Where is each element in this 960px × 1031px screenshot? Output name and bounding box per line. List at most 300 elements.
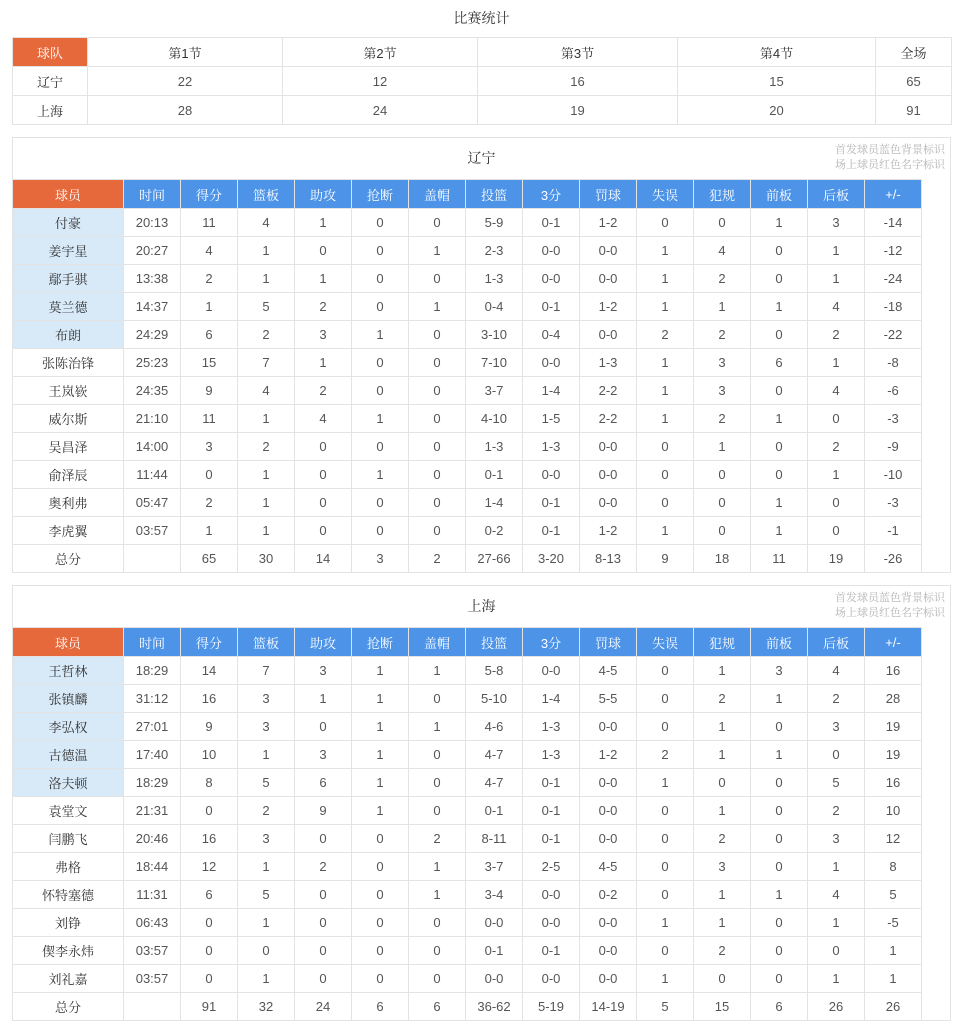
stat-cell: 1	[238, 237, 295, 265]
stat-cell: 0-1	[523, 489, 580, 517]
stat-cell: 36-62	[466, 993, 523, 1021]
stat-cell: 1	[694, 293, 751, 321]
stat-cell: 2	[409, 545, 466, 573]
stat-cell: 4	[808, 657, 865, 685]
stat-cell: 12	[865, 825, 922, 853]
stat-cell: 3	[694, 377, 751, 405]
player-row	[13, 349, 922, 377]
stat-cell: 4-7	[466, 769, 523, 797]
stat-cell: 1-4	[466, 489, 523, 517]
stat-cell: 5-10	[466, 685, 523, 713]
stat-cell: 0-0	[580, 265, 637, 293]
stat-cell: 0	[352, 489, 409, 517]
stat-cell: 0	[238, 937, 295, 965]
stat-cell: 2	[694, 405, 751, 433]
stat-cell: 0	[637, 461, 694, 489]
stat-cell: 0-0	[580, 489, 637, 517]
stat-cell: 0-1	[523, 937, 580, 965]
stat-cell: 14:37	[124, 293, 181, 321]
team-section-shanghai	[12, 585, 951, 1021]
stat-cell: 0-0	[523, 265, 580, 293]
player-name-cell: 闫鹏飞	[13, 825, 124, 853]
stat-cell: 3	[694, 349, 751, 377]
stat-cell: 16	[865, 769, 922, 797]
quarters-row-liaoning	[13, 67, 952, 96]
team-title: 辽宁	[467, 150, 496, 166]
stat-cell: 9	[295, 797, 352, 825]
stat-cell: 0-0	[580, 321, 637, 349]
stat-cell: -9	[865, 433, 922, 461]
stat-cell: 4-10	[466, 405, 523, 433]
stat-cell: 0	[409, 433, 466, 461]
stat-cell: 1	[808, 909, 865, 937]
player-row	[13, 657, 922, 685]
stat-cell: 0-4	[523, 321, 580, 349]
stat-cell: 15	[694, 993, 751, 1021]
stat-column-header: 前板	[751, 628, 808, 657]
stat-cell: 0-0	[523, 881, 580, 909]
player-name-cell: 吴昌泽	[13, 433, 124, 461]
page-title: 比赛统计	[453, 10, 510, 26]
stat-cell: 0-1	[466, 461, 523, 489]
team-name-cell: 上海	[13, 96, 88, 125]
stat-cell: 1	[637, 293, 694, 321]
starter-legend	[835, 143, 945, 173]
stat-cell: 27:01	[124, 713, 181, 741]
stat-cell: 1	[352, 741, 409, 769]
stat-cell: -6	[865, 377, 922, 405]
stat-cell: 20:13	[124, 209, 181, 237]
player-name-cell: 姜宇星	[13, 237, 124, 265]
player-row	[13, 321, 922, 349]
team-section-liaoning	[12, 137, 951, 573]
stat-cell: 0	[295, 461, 352, 489]
stat-cell: 0	[637, 937, 694, 965]
stat-cell: 24	[295, 993, 352, 1021]
score-cell: 19	[478, 96, 678, 125]
stat-cell: 1	[694, 713, 751, 741]
starter-legend	[835, 591, 945, 621]
player-row	[13, 881, 922, 909]
stat-cell: 5-8	[466, 657, 523, 685]
stat-cell: 0	[751, 825, 808, 853]
player-name-cell: 威尔斯	[13, 405, 124, 433]
player-row	[13, 797, 922, 825]
stat-cell: 2	[181, 489, 238, 517]
stat-cell: 1	[637, 517, 694, 545]
stat-cell	[124, 545, 181, 573]
stat-cell: 2	[637, 321, 694, 349]
stat-cell: 18:29	[124, 769, 181, 797]
stat-cell: 11	[751, 545, 808, 573]
player-name-cell: 俞泽辰	[13, 461, 124, 489]
stat-cell: 1-3	[523, 713, 580, 741]
stat-cell: 1	[295, 349, 352, 377]
stat-cell: 1	[352, 797, 409, 825]
stat-cell: 32	[238, 993, 295, 1021]
stat-cell: 6	[409, 993, 466, 1021]
stat-cell: 16	[181, 685, 238, 713]
stat-cell: 1-2	[580, 293, 637, 321]
q4-column-header: 第4节	[678, 38, 876, 67]
stat-cell: 1	[637, 377, 694, 405]
stat-cell: 5	[238, 293, 295, 321]
stat-cell: 1	[808, 349, 865, 377]
player-row	[13, 517, 922, 545]
stat-cell: 0-2	[580, 881, 637, 909]
stat-column-header: 抢断	[352, 628, 409, 657]
quarters-header-row	[13, 38, 952, 67]
stat-cell: 0	[637, 685, 694, 713]
stat-cell: 1	[808, 265, 865, 293]
stat-cell: 0	[409, 461, 466, 489]
stat-cell: 0	[808, 741, 865, 769]
stat-cell: 24:35	[124, 377, 181, 405]
stat-cell: 65	[181, 545, 238, 573]
stat-cell: 1	[637, 237, 694, 265]
stat-column-header: 3分	[523, 628, 580, 657]
stat-cell: 3	[295, 321, 352, 349]
stat-cell: 0	[694, 965, 751, 993]
stat-cell: 5	[808, 769, 865, 797]
stat-cell: 1	[409, 293, 466, 321]
stat-cell: 0	[181, 937, 238, 965]
player-row	[13, 741, 922, 769]
stat-cell: 0	[295, 713, 352, 741]
stat-cell: 3-10	[466, 321, 523, 349]
stat-cell: 31:12	[124, 685, 181, 713]
stat-cell: 03:57	[124, 937, 181, 965]
stat-cell: 14-19	[580, 993, 637, 1021]
player-name-cell: 怀特塞德	[13, 881, 124, 909]
stat-cell: 7	[238, 349, 295, 377]
stat-cell: 15	[181, 349, 238, 377]
stat-column-header: 篮板	[238, 628, 295, 657]
stat-column-header: 投篮	[466, 628, 523, 657]
stat-cell: 0	[295, 825, 352, 853]
stat-cell: 0-1	[466, 937, 523, 965]
stat-column-header: 前板	[751, 180, 808, 209]
stat-column-header: 后板	[808, 180, 865, 209]
stat-cell: 0	[352, 909, 409, 937]
player-row	[13, 237, 922, 265]
stat-cell: 5-9	[466, 209, 523, 237]
stat-cell: 0-0	[580, 433, 637, 461]
stat-cell: 1	[409, 657, 466, 685]
stat-cell: 2	[238, 433, 295, 461]
stat-cell: 0	[409, 405, 466, 433]
player-name-cell: 洛夫顿	[13, 769, 124, 797]
stat-cell: 0	[808, 405, 865, 433]
stat-cell: 2-2	[580, 377, 637, 405]
totals-label-cell: 总分	[13, 545, 124, 573]
stat-cell: 2-5	[523, 853, 580, 881]
stat-cell: -18	[865, 293, 922, 321]
stat-cell: 14:00	[124, 433, 181, 461]
stat-cell: 1	[352, 405, 409, 433]
stat-cell: 1	[751, 405, 808, 433]
stat-cell: 0-1	[523, 797, 580, 825]
stat-cell: 0	[751, 853, 808, 881]
stat-cell: 1	[637, 909, 694, 937]
player-row	[13, 209, 922, 237]
stat-cell: 1	[238, 405, 295, 433]
stat-cell: 1	[751, 293, 808, 321]
player-column-header: 球员	[13, 180, 124, 209]
stat-cell: 0-1	[523, 769, 580, 797]
stat-cell: 1	[295, 265, 352, 293]
player-row	[13, 853, 922, 881]
stat-cell: 2	[238, 321, 295, 349]
legend-line-starters: 首发球员蓝色背景标识	[835, 592, 945, 604]
stat-cell: 5	[238, 769, 295, 797]
stat-cell: 5	[238, 881, 295, 909]
stat-cell: 0	[409, 321, 466, 349]
stat-cell: 0	[637, 797, 694, 825]
stat-cell: 1-2	[580, 741, 637, 769]
stat-cell: 3	[238, 825, 295, 853]
stat-cell: 1	[751, 685, 808, 713]
team-name-cell: 辽宁	[13, 67, 88, 96]
stat-cell: 0-0	[580, 461, 637, 489]
stat-cell: 0	[409, 489, 466, 517]
stat-cell: -3	[865, 405, 922, 433]
stat-cell: 2	[808, 433, 865, 461]
stat-cell: 18:44	[124, 853, 181, 881]
stat-cell: 0	[352, 881, 409, 909]
stat-cell: 0	[694, 489, 751, 517]
stat-cell: 1	[352, 769, 409, 797]
stat-cell: 0	[352, 965, 409, 993]
stat-cell: 26	[865, 993, 922, 1021]
stat-cell: 1	[637, 965, 694, 993]
score-cell: 16	[478, 67, 678, 96]
stat-cell: 6	[751, 349, 808, 377]
stat-cell: 0	[409, 349, 466, 377]
stat-cell: 2	[808, 797, 865, 825]
stat-cell: 1	[694, 433, 751, 461]
stat-cell: 4	[295, 405, 352, 433]
stat-cell: 0	[808, 517, 865, 545]
stat-cell: 1	[295, 685, 352, 713]
stat-cell: 3-4	[466, 881, 523, 909]
stat-cell: 0	[352, 265, 409, 293]
stat-cell: 6	[295, 769, 352, 797]
stat-cell: 1	[409, 881, 466, 909]
stat-cell: 0-1	[523, 293, 580, 321]
stat-cell: 1-3	[466, 265, 523, 293]
stat-cell: 5	[637, 993, 694, 1021]
stat-cell: 1	[637, 769, 694, 797]
legend-line-starters: 首发球员蓝色背景标识	[835, 144, 945, 156]
stat-cell: 2-2	[580, 405, 637, 433]
stat-cell: 0	[808, 489, 865, 517]
stat-cell: 0	[295, 909, 352, 937]
stat-cell: 19	[808, 545, 865, 573]
stat-column-header: 得分	[181, 180, 238, 209]
stat-cell: 4	[238, 377, 295, 405]
stat-cell: 6	[181, 881, 238, 909]
stat-cell: 0	[352, 209, 409, 237]
stat-cell: 5	[865, 881, 922, 909]
stat-cell: 1	[637, 265, 694, 293]
stat-cell: 0	[352, 349, 409, 377]
stat-cell: 0-0	[466, 909, 523, 937]
totals-label-cell: 总分	[13, 993, 124, 1021]
player-row	[13, 909, 922, 937]
stat-cell: 0	[295, 237, 352, 265]
score-cell: 65	[876, 67, 952, 96]
stat-cell: 0	[409, 517, 466, 545]
stat-cell: 0	[637, 853, 694, 881]
stat-cell: 1-4	[523, 685, 580, 713]
stat-cell: 0-1	[523, 209, 580, 237]
stat-cell: 0	[409, 769, 466, 797]
stat-cell: 3	[808, 209, 865, 237]
stat-cell: 13:38	[124, 265, 181, 293]
stat-cell: 2	[409, 825, 466, 853]
stat-cell: 0-1	[523, 517, 580, 545]
quarters-row-shanghai	[13, 96, 952, 125]
player-row	[13, 461, 922, 489]
score-cell: 22	[88, 67, 283, 96]
player-name-cell: 付豪	[13, 209, 124, 237]
score-cell: 20	[678, 96, 876, 125]
stat-cell: 4	[808, 881, 865, 909]
stat-cell: 0	[409, 797, 466, 825]
stat-cell: 14	[295, 545, 352, 573]
player-name-cell: 刘铮	[13, 909, 124, 937]
player-name-cell: 古德温	[13, 741, 124, 769]
stat-cell: 1	[352, 461, 409, 489]
stat-cell: 0-0	[580, 909, 637, 937]
stat-cell: 1	[694, 797, 751, 825]
player-name-cell: 张陈治锋	[13, 349, 124, 377]
stat-cell: 1-3	[523, 741, 580, 769]
stat-cell: 0-0	[580, 769, 637, 797]
stat-cell: 1	[238, 265, 295, 293]
stat-cell: 1	[637, 405, 694, 433]
player-stats-table	[12, 179, 922, 573]
stat-cell: 25:23	[124, 349, 181, 377]
team-header	[13, 138, 950, 179]
stat-cell: 4	[694, 237, 751, 265]
stat-cell: 3	[295, 741, 352, 769]
player-column-header: 球员	[13, 628, 124, 657]
stat-column-header: 得分	[181, 628, 238, 657]
stat-cell: 2	[808, 685, 865, 713]
stat-cell: 10	[181, 741, 238, 769]
stat-column-header: 投篮	[466, 180, 523, 209]
stat-cell: 18:29	[124, 657, 181, 685]
stat-cell: 2	[694, 321, 751, 349]
stat-cell: 16	[865, 657, 922, 685]
stat-cell: 21:31	[124, 797, 181, 825]
stat-cell: -3	[865, 489, 922, 517]
stat-cell: 2	[808, 321, 865, 349]
stat-cell: 2	[694, 937, 751, 965]
player-row	[13, 489, 922, 517]
stat-cell: 11:44	[124, 461, 181, 489]
stat-cell: 1	[808, 461, 865, 489]
stat-cell: 0-0	[523, 349, 580, 377]
stat-cell: 1	[637, 349, 694, 377]
stat-column-header: 犯规	[694, 180, 751, 209]
stat-cell: 0	[751, 769, 808, 797]
stat-cell: 8	[865, 853, 922, 881]
stat-cell: 2	[238, 797, 295, 825]
stat-cell: 4-7	[466, 741, 523, 769]
player-name-cell: 王哲林	[13, 657, 124, 685]
stat-cell: 1	[238, 965, 295, 993]
player-row	[13, 685, 922, 713]
stat-cell: 2	[694, 825, 751, 853]
stat-cell: 26	[808, 993, 865, 1021]
stat-cell: 1	[694, 909, 751, 937]
stat-cell: 6	[352, 993, 409, 1021]
stat-cell: 0	[352, 293, 409, 321]
stat-cell: 6	[181, 321, 238, 349]
stat-cell: 0	[751, 937, 808, 965]
stat-cell: 5-19	[523, 993, 580, 1021]
stat-cell: 0	[181, 965, 238, 993]
stat-cell: 1	[352, 713, 409, 741]
stat-cell: 1	[808, 965, 865, 993]
stat-cell: 0	[637, 713, 694, 741]
stat-cell: 4	[808, 293, 865, 321]
stat-cell: 4-6	[466, 713, 523, 741]
stat-column-header: +/-	[865, 628, 922, 657]
stat-cell: 2	[694, 265, 751, 293]
stats-header-row	[13, 180, 922, 209]
stat-cell: 0	[409, 909, 466, 937]
quarters-score-table	[12, 37, 952, 125]
stat-cell: 1-5	[523, 405, 580, 433]
stat-cell: 3	[808, 713, 865, 741]
stat-cell: 1	[238, 517, 295, 545]
stat-cell: 0-0	[580, 937, 637, 965]
stat-cell: 1	[751, 881, 808, 909]
stat-cell: 0-4	[466, 293, 523, 321]
stat-cell: 1	[295, 209, 352, 237]
stat-cell: 1	[238, 489, 295, 517]
stat-cell: 2	[295, 293, 352, 321]
stat-cell: 10	[865, 797, 922, 825]
stat-cell: 0-0	[523, 657, 580, 685]
stat-column-header: 篮板	[238, 180, 295, 209]
stat-cell: 1	[409, 713, 466, 741]
stat-cell: -26	[865, 545, 922, 573]
stat-cell: 9	[181, 713, 238, 741]
stat-cell: 0	[352, 825, 409, 853]
stat-cell: 0	[295, 881, 352, 909]
stat-cell: 0-0	[523, 237, 580, 265]
stat-cell: 1	[808, 237, 865, 265]
team-title: 上海	[467, 598, 496, 614]
stat-cell: 0	[352, 937, 409, 965]
stat-cell: 0	[637, 209, 694, 237]
stat-cell: 3	[238, 713, 295, 741]
stat-cell: 1	[865, 965, 922, 993]
player-name-cell: 李弘权	[13, 713, 124, 741]
stat-column-header: 罚球	[580, 180, 637, 209]
stat-cell: 0	[409, 685, 466, 713]
stat-cell: 0	[694, 209, 751, 237]
stat-cell: 1	[238, 853, 295, 881]
stat-cell: -5	[865, 909, 922, 937]
stat-cell: 0	[751, 461, 808, 489]
stat-cell: 0	[352, 433, 409, 461]
